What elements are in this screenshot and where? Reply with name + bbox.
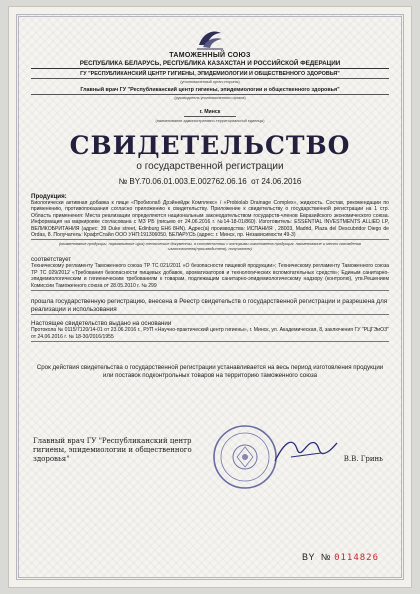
header: [31, 27, 389, 186]
document-title: СВИДЕТЕЛЬСТВО: [69, 131, 351, 160]
ornamental-frame: [16, 14, 404, 580]
customs-union-heading: ТАМОЖЕННЫЙ СОЮЗ: [169, 52, 251, 59]
registration-number: BY.70.06.01.003.E.002762.06.16: [129, 177, 247, 186]
number-prefix: №: [118, 177, 128, 186]
validity-text: Срок действия свидетельства о государственной регистрации устанавливается на весь период изготовления продукции или поставок подконтрольных товаров на территорию таможенного союза: [36, 364, 384, 380]
basis-label: Настоящее свидетельство выдано на основании: [31, 320, 172, 328]
certificate-sheet: [8, 6, 412, 588]
handwritten-signature-icon: [271, 431, 341, 471]
chief-caption: (руководитель уполномоченного органа): [174, 96, 246, 100]
customs-union-emblem-icon: [195, 27, 225, 51]
signatory-position: Главный врач ГУ "Республиканский центр гигиены, эпидемиологии и общественного здоровья": [33, 437, 192, 463]
compliance-text: Техническому регламенту Таможенного союза ТР ТС 021/2011 «О безопасности пищевой продукции»; Техническому регламенту Таможенного союза ТР ТС 029/2012 «Требования безопасности пищевых добавок, ароматизаторов и технологических вспомогательных средств»; Единым санитарно-эпидемиологическим и гигиеническим требованиям к товарам, подлежащим санитарно-эпидемиологическому надзору (контролю), утв.Решением Комиссии Таможенного союза от 28.05.2010 г. № 299: [31, 263, 389, 291]
basis-text: Протокола № 0115/7120/14-01 от 23.06.2016 г., РУП «Научно-практический центр гигиены», г. Минск, ул. Академическая, 8, заключения ГУ "РЦГЭиОЗ" от 24.06.2016 г. № 18-30/2016/1955: [31, 327, 389, 342]
serial-number-value: 0114826: [334, 553, 379, 563]
certificate-content: [31, 23, 389, 571]
registration-number-line: [31, 177, 389, 186]
republics-heading: РЕСПУБЛИКА БЕЛАРУСЬ, РЕСПУБЛИКА КАЗАХСТАН И РОССИЙСКОЙ ФЕДЕРАЦИИ: [31, 60, 389, 69]
registration-text: прошла государственную регистрацию, внесена в Реестр свидетельств о государственной регистрации и разрешена для реализации и использования: [31, 298, 389, 315]
registration-date: 24.06.2016: [261, 177, 302, 186]
official-seal-icon: [211, 423, 279, 491]
product-caption: (наименование продукции, нормативные ц(ия) технические документы, в соответствии с которыми изготовлена продукция, наименование и место нахождения изготовителя(производителя), получателя): [58, 241, 362, 252]
organization-name: ГУ "РЕСПУБЛИКАНСКИЙ ЦЕНТР ГИГИЕНЫ, ЭПИДЕМИОЛОГИИ И ОБЩЕСТВЕННОГО ЗДОРОВЬЯ": [31, 71, 389, 79]
city-caption: (наименование административно-территориальной единицы): [155, 119, 265, 123]
date-prefix: от: [251, 177, 260, 186]
document-subtitle: о государственной регистрации: [136, 161, 284, 172]
product-description: Биологически активная добавка к пище «Пробиолаб Дрэйнейдж Комплекс» / «Probiolab Drainage Complex», жидкость. Состав, рекомендации по применению, противопоказания согласно приложению к свидетельству. Приложение к свидетельству о государственной регистрации на 1 стр. Область применения: Места реализации определяются национальным законодательством государств-членов Евразийского экономического союза. Информация на маркировке согласована с МЗ РБ (письмо от 24.06.2016 г. №14-18-01/860). Изготовитель: ESSENTIAL INVESTMENTS ALLIED LP, ВЕЛИКОБРИТАНИЯ (адрес: 39 Duke street, Edinburg EH6 8HN). Адрес(а) производства: ИСПАНИЯ , 28003, Madrid, Plaza del Descubridor Diego de Ordas, 8. Получатель: КрафтСтайл ООО УНП:191306050, БЕЛАРУСЬ (адрес: г. Минск, пр. Независимости 49-3): [31, 200, 389, 240]
compliance-label: соответствует: [31, 256, 72, 264]
signature-block: [31, 429, 389, 499]
serial-number-prefix: №: [320, 552, 332, 562]
serial-prefix: BY: [302, 552, 315, 562]
signatory-name: В.В. Гринь: [343, 455, 383, 463]
organization-caption: (уполномоченный орган стороны): [180, 80, 240, 84]
chief-line: Главный врач ГУ "Республиканский центр гигиены, эпидемиологии и общественного здоровья": [31, 87, 389, 95]
city: г. Минск: [184, 109, 237, 117]
serial-number: [302, 552, 379, 563]
product-label: Продукция:: [31, 193, 67, 200]
